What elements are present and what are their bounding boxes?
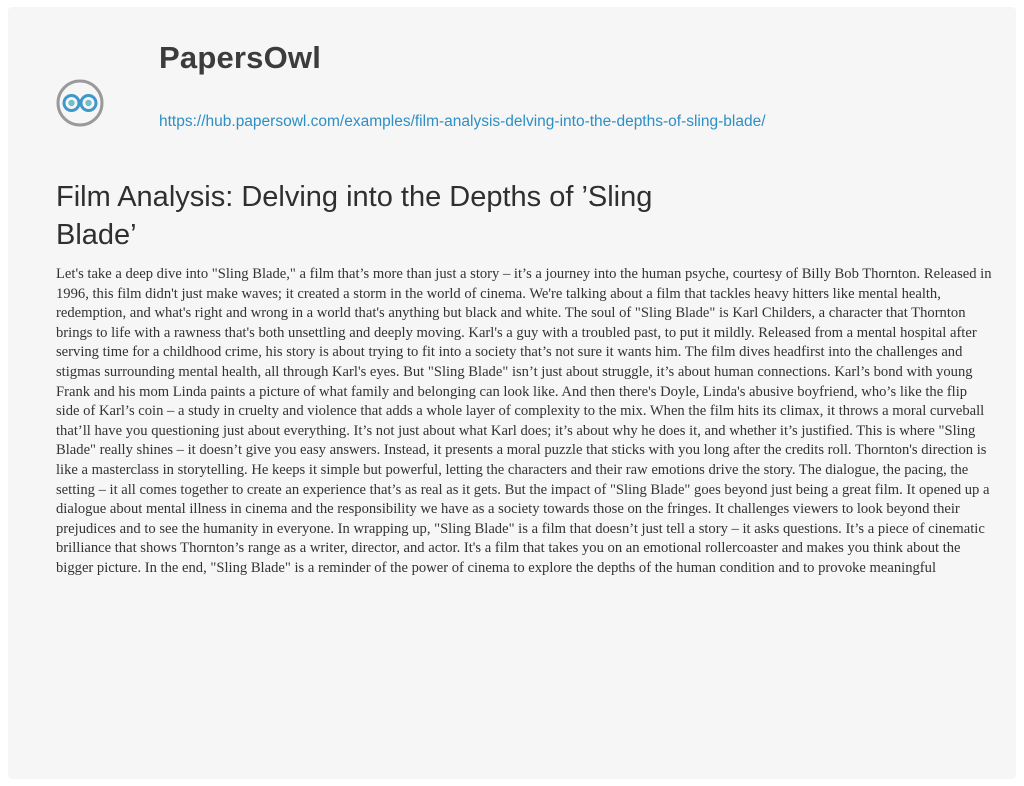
article-title: Film Analysis: Delving into the Depths of ’Sling Blade’ xyxy=(56,181,653,251)
document-page xyxy=(8,7,1016,779)
article-body: Let's take a deep dive into "Sling Blade," a film that’s more than just a story – it’s a journey into the human psyche, courtesy of Billy Bob Thornton. Released in 1996, this film didn't just make waves; it created a storm in the world of cinema. We're talking about a film that tackles heavy hitters like mental health, redemption, and what's right and wrong in a world that's anything but black and white. The soul of "Sling Blade" is Karl Childers, a character that Thornton brings to life with a rawness that's both unsettling and deeply moving. Karl's a guy with a troubled past, to put it mildly. Released from a mental hospital after serving time for a childhood crime, his story is about trying to fit into a society that’s not sure it wants him. The film dives headfirst into the challenges and stigmas surrounding mental health, all through Karl's eyes. But "Sling Blade" isn’t just about struggle, it’s about human connections. Karl’s bond with young Frank and his mom Linda paints a picture of what family and belonging can look like. And then there's Doyle, Linda's abusive boyfriend, who’s like the flip side of Karl’s coin – a study in cruelty and violence that adds a whole layer of complexity to the mix. When the film hits its climax, it throws a moral curveball that’ll have you questioning just about everything. It’s not just about what Karl does; it’s about why he does it, and whether it’s justified. This is where "Sling Blade" really shines – it doesn’t give you easy answers. Instead, it presents a moral puzzle that sticks with you long after the credits roll. Thornton's direction is like a masterclass in storytelling. He keeps it simple but powerful, letting the characters and their raw emotions drive the story. The dialogue, the pacing, the setting – it all comes together to create an experience that’s as real as it gets. But the impact of "Sling Blade" goes beyond just being a great film. It opened up a dialogue about mental illness in cinema and the responsibility we have as a society towards those on the fringes. It challenges viewers to look beyond their prejudices and to see the humanity in everyone. In wrapping up, "Sling Blade" is a film that doesn’t just tell a story – it asks questions. It’s a piece of cinematic brilliance that shows Thornton’s range as a writer, director, and actor. It's a film that takes you on an emotional rollercoaster and makes you think about the bigger picture. In the end, "Sling Blade" is a reminder of the power of cinema to explore the depths of the human condition and to provoke meaningful xyxy=(56,266,992,576)
owl-eyes-logo-icon xyxy=(56,79,104,127)
source-url-link[interactable]: https://hub.papersowl.com/examples/film-analysis-delving-into-the-depths-of-sling-blade/ xyxy=(159,113,766,130)
brand-name: PapersOwl xyxy=(159,40,322,75)
